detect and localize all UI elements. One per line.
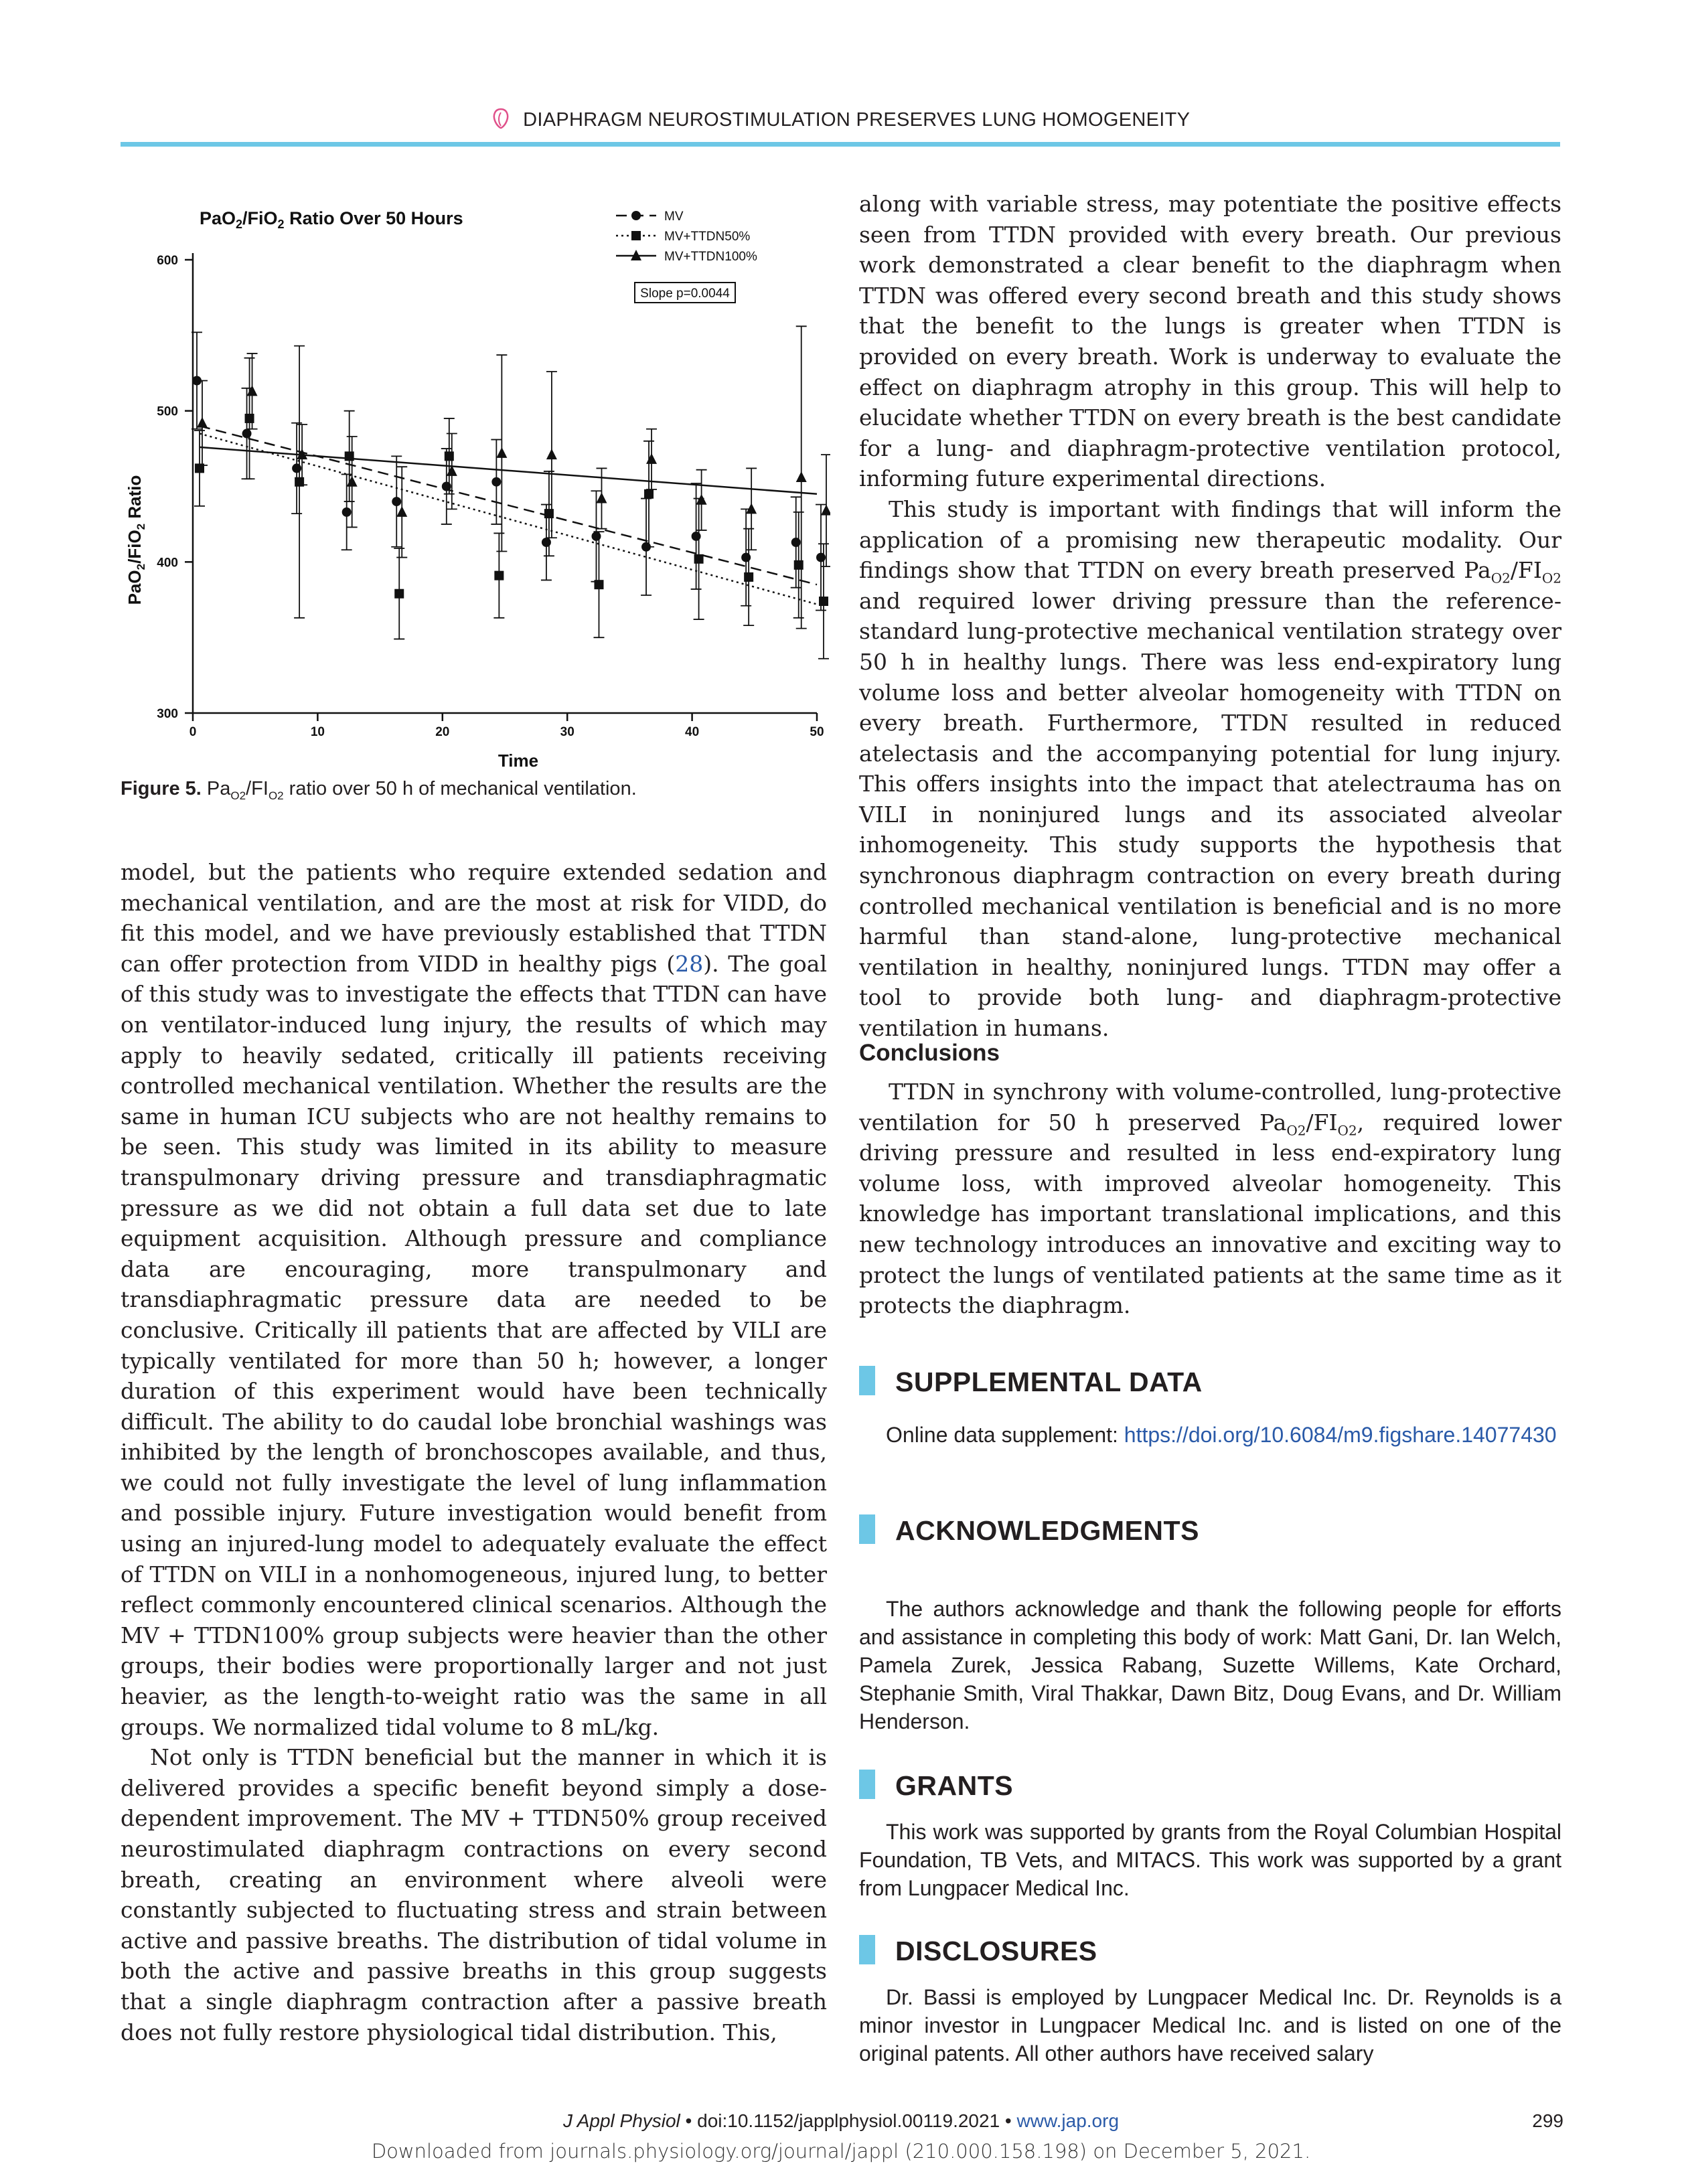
header-rule <box>121 142 1560 147</box>
y-axis-label-part: /FiO <box>125 530 145 564</box>
data-point <box>819 597 828 606</box>
y-axis-label-part: 2 <box>135 523 147 530</box>
data-point <box>744 572 753 582</box>
footer <box>0 2110 1682 2132</box>
trend-line <box>200 434 817 605</box>
chart-title <box>200 208 463 231</box>
conclusions-paragraph <box>859 1077 1561 1321</box>
text-run: ). The goal of this study was to investigate the effects that TTDN can have on ventilator-induced lung injury, the results of which may apply to heavily sedated, critically ill patients receiving controlled mechanical ventilation. Whether the results are the same in human ICU subjects who are not healthy remains to be seen. This study was limited in its ability to measure transpulmonary driving pressure and transdiaphragmatic pressure as we did not obtain a full data set due to late equipment acquisition. Although pressure and compliance data are encouraging, more transpulmonary and transdiaphragmatic pressure data are needed to be conclusive. Critically ill patients that are affected by VILI are typically ventilated for more than 50 h; however, a longer duration of this experiment would have been technically difficult. The ability to do caudal lobe bronchial washings was inhibited by the length of bronchoscopes available, and thus, we could not fully investigate the level of lung inflammation and possible injury. Future investigation would benefit from using an injured-lung model to adequately evaluate the effect of TTDN on VILI in a nonhomogeneous, injured lung, to better reflect commonly encountered clinical scenarios. Although the MV + TTDN100% group subjects were heavier than the other groups, their bodies were proportionally larger and not just heavier, as the length-to-weight ratio was the same in all groups. We normalized tidal volume to 8 mL/kg. <box>121 950 827 1740</box>
conclusions-text <box>859 1077 1561 1321</box>
y-tick-label: 500 <box>157 404 178 419</box>
y-axis-label-part: Ratio <box>125 475 145 524</box>
text-run: and required lower driving pressure than the reference-standard lung-protective mechanical ventilation strategy over 50 h in healthy lungs. There was less end-expiratory lung volume loss and better alveolar homogeneity with TTDN on every breath. Furthermore, TTDN resulted in reduced atelectasis and the accompanying potential for lung injury. This offers insights into the impact that atelectrauma has on VILI in noninjured lungs and its associated alveolar inhomogeneity. This study supports the hypothesis that synchronous diaphragm contraction on every breath during controlled mechanical ventilation is beneficial and is no more harmful than stand-alone, lung-protective mechanical ventilation in healthy, noninjured lungs. TTDN may offer a tool to provide both lung- and diaphragm-protective ventilation in humans. <box>859 587 1561 1042</box>
footer-doi: • doi:10.1152/japplphysiol.00119.2021 • <box>680 2110 1017 2131</box>
data-point <box>445 451 454 461</box>
conclusions-heading: Conclusions <box>859 1040 1000 1066</box>
disclosures-text: Dr. Bassi is employed by Lungpacer Medical Inc. Dr. Reynolds is a minor investor in Lungpacer Medical Inc. and is listed on one of the original patents. All other authors have received salary <box>859 1985 1561 2065</box>
legend-marker <box>631 211 641 220</box>
running-header <box>121 107 1560 147</box>
y-axis-label-part: 2 <box>135 563 147 570</box>
text-run: This study is important with findings that will inform the application of a promising new therapeutic modality. Our findings show that TTDN on every breath preserved Pa <box>859 495 1561 584</box>
acknowledgments-text: The authors acknowledge and thank the following people for efforts and assistance in completing this body of work: Matt Gani, Dr. Ian Welch, Pamela Zurek, Jessica Rabang, Suzette Willems, Kate Orchard, Stephanie Smith, Viral Thakkar, Dawn Bitz, Doug Evans, and Dr. William Henderson. <box>859 1597 1561 1733</box>
disclosures-heading <box>859 1935 1097 1967</box>
text-sub: O2 <box>1490 570 1511 587</box>
pao2-fio2-chart <box>121 187 830 777</box>
right-paragraph-2 <box>859 494 1561 1044</box>
section-bar <box>859 1514 875 1544</box>
acknowledgments-heading <box>859 1514 1199 1547</box>
y-axis-label-part: PaO <box>125 570 145 605</box>
caption-part: Pa <box>206 778 231 799</box>
section-title: SUPPLEMENTAL DATA <box>895 1367 1203 1397</box>
data-point <box>696 494 707 505</box>
x-tick-label: 0 <box>189 725 197 739</box>
data-point <box>496 447 507 458</box>
supplemental-text <box>859 1421 1561 1449</box>
trend-line <box>200 447 817 494</box>
section-title: GRANTS <box>895 1770 1014 1801</box>
data-point <box>442 482 451 491</box>
page-number: 299 <box>1532 2110 1563 2131</box>
data-point <box>794 560 804 570</box>
trend-line <box>200 426 817 584</box>
y-tick-label: 600 <box>157 254 178 268</box>
data-point <box>197 417 208 428</box>
figure-caption <box>121 778 830 803</box>
chart-title-part: PaO <box>200 208 236 228</box>
chart-series <box>192 326 830 658</box>
x-tick-label: 40 <box>685 725 700 739</box>
legend-label: MV+TTDN100% <box>664 250 757 264</box>
text-run: TTDN in synchrony with volume-controlled, lung-protective ventilation for 50 h preserved Pa <box>859 1079 1561 1136</box>
chart-title-part: /FiO <box>242 208 278 228</box>
text-run: , required lower driving pressure and resulted in less end-expiratory lung volume loss, with improved alveolar homogeneity. This knowledge has important translational implications, and this new technology introduces an innovative and exciting way to protect the lungs of ventilated patients at the same time as it protects the diaphragm. <box>859 1109 1561 1319</box>
data-point <box>491 477 501 487</box>
right-paragraph-1: along with variable stress, may potentiate the positive effects seen from TTDN provided with every breath. Our previous work demonstrated a clear benefit to the diaphragm when TTDN was offered every second breath and this study shows that the benefit to the lungs is greater when TTDN is provided on every breath. Work is underway to evaluate the effect on diaphragm atrophy in this group. This will help to elucidate whether TTDN on every breath is the best candidate for a lung- and diaphragm-protective ventilation protocol, informing future experimental directions. <box>859 191 1561 492</box>
chart-ticks <box>157 254 824 739</box>
data-point <box>796 471 807 482</box>
data-point <box>821 505 830 516</box>
data-point <box>546 449 557 459</box>
data-point <box>596 493 607 503</box>
text-run: /FI <box>1510 557 1542 584</box>
data-point <box>247 385 258 396</box>
series-mv-ttdn50- <box>194 346 829 659</box>
footer-site-link[interactable]: www.jap.org <box>1016 2110 1120 2131</box>
text-sub: O2 <box>1541 570 1561 587</box>
text-run: /FI <box>1306 1109 1338 1136</box>
data-point <box>542 538 551 547</box>
chart-title-part: 2 <box>236 218 243 231</box>
data-point <box>791 538 801 547</box>
reference-link-28[interactable]: 28 <box>675 950 704 977</box>
left-paragraph-2: Not only is TTDN beneficial but the manner in which it is delivered provides a specific benefit beyond simply a dose-dependent improvement. The MV + TTDN50% group received neurostimulated diaphragm contractions on every second breath, creating an environment where alveoli were constantly subjected to fluctuating stress and strain between active and passive breaths. The distribution of tidal volume in both the active and passive breaths in this group suggests that a single diaphragm contraction after a passive breath does not fully restore physiological tidal distribution. This, <box>121 1744 827 2045</box>
x-tick-label: 10 <box>310 725 325 739</box>
data-point <box>394 589 404 599</box>
y-tick-label: 300 <box>157 707 178 721</box>
supplement-link[interactable]: https://doi.org/10.6084/m9.figshare.14077430 <box>1124 1423 1557 1447</box>
data-point <box>544 509 554 518</box>
data-point <box>694 554 704 564</box>
chart-title-part: 2 <box>277 218 285 231</box>
text-sub: O2 <box>1286 1122 1306 1139</box>
data-point <box>594 580 603 589</box>
section-title: DISCLOSURES <box>895 1936 1097 1966</box>
grants-heading <box>859 1770 1013 1802</box>
data-point <box>396 506 407 517</box>
right-column <box>859 189 1561 1044</box>
section-bar <box>859 1770 875 1799</box>
data-point <box>494 571 504 580</box>
data-point <box>342 508 352 517</box>
caption-sub: O2 <box>230 789 246 802</box>
left-paragraph-1 <box>121 857 827 1742</box>
data-point <box>392 497 401 506</box>
y-tick-label: 400 <box>157 556 178 570</box>
x-tick-label: 50 <box>810 725 824 739</box>
series-mv-ttdn100- <box>197 326 830 628</box>
caption-part: /FI <box>246 778 269 799</box>
caption-sub: O2 <box>268 789 284 802</box>
supplemental-heading <box>859 1366 1203 1398</box>
text-sub: O2 <box>1337 1122 1357 1139</box>
data-point <box>746 503 757 514</box>
data-point <box>692 532 701 541</box>
section-title: ACKNOWLEDGMENTS <box>895 1515 1199 1546</box>
data-point <box>591 532 601 541</box>
footer-journal: J Appl Physiol <box>562 2110 680 2131</box>
section-bar <box>859 1366 875 1395</box>
figure-5 <box>121 187 830 830</box>
section-bar <box>859 1935 875 1964</box>
x-axis-label: Time <box>498 751 539 771</box>
figure-label: Figure 5. <box>121 778 202 799</box>
text-run: Online data supplement: <box>886 1423 1124 1447</box>
slope-annotation: Slope p=0.0044 <box>640 287 730 301</box>
data-point <box>646 453 657 464</box>
chart-legend <box>616 210 757 303</box>
chart-title-part: Ratio Over 50 Hours <box>284 208 463 228</box>
legend-marker <box>631 231 641 240</box>
left-column <box>121 857 827 2047</box>
legend-label: MV+TTDN50% <box>664 230 751 244</box>
y-axis-label <box>125 475 147 605</box>
download-notice: Downloaded from journals.physiology.org/journal/jappl (210.000.158.198) on December 5, 2021. <box>371 2140 1311 2163</box>
x-tick-label: 20 <box>435 725 450 739</box>
grants-text: This work was supported by grants from the Royal Columbian Hospital Foundation, TB Vets, and MITACS. This work was supported by a grant from Lungpacer Medical Inc. <box>859 1820 1561 1900</box>
running-header-title: DIAPHRAGM NEUROSTIMULATION PRESERVES LUNG HOMOGENEITY <box>523 109 1191 131</box>
caption-part: ratio over 50 h of mechanical ventilation. <box>283 778 637 799</box>
text-run: model, but the patients who require extended sedation and mechanical ventilation, and are the most at risk for VIDD, do fit this model, and we have previously established that TTDN can offer protection from VIDD in healthy pigs ( <box>121 859 827 977</box>
legend-label: MV <box>664 210 684 224</box>
x-tick-label: 30 <box>560 725 575 739</box>
journal-logo-icon <box>491 107 511 130</box>
data-point <box>644 489 654 499</box>
